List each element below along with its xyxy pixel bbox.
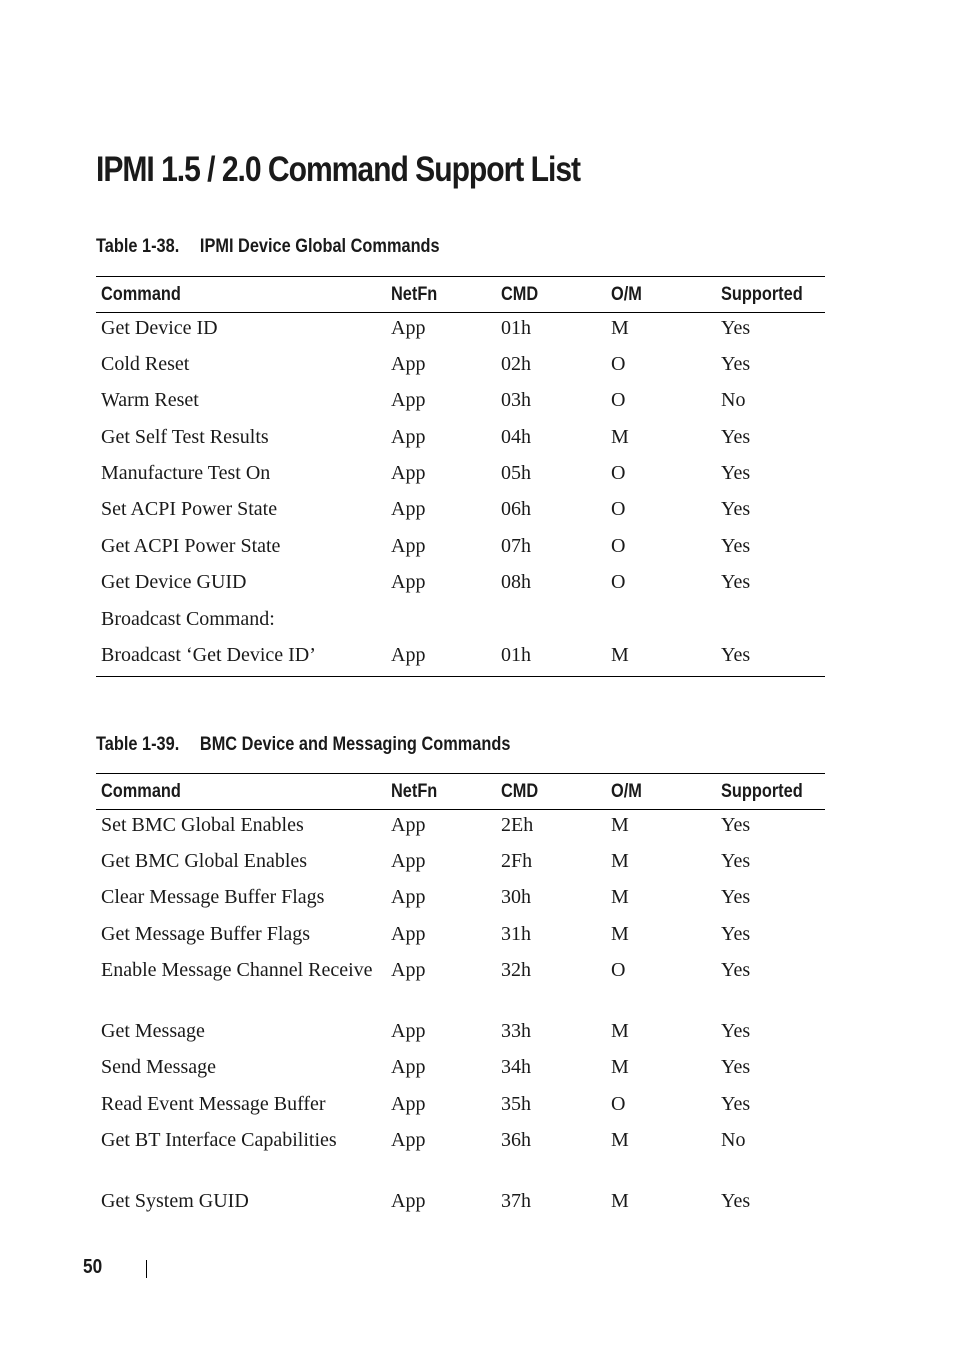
table-row bbox=[96, 349, 825, 385]
table-cell: App bbox=[391, 534, 426, 557]
table-cell: Yes bbox=[721, 959, 751, 982]
table-cell: App bbox=[391, 1020, 426, 1043]
table-cell: 07h bbox=[501, 534, 531, 557]
table-number: Table 1-38. bbox=[96, 236, 180, 257]
table-cell: O bbox=[611, 352, 626, 375]
table-cell: 03h bbox=[501, 389, 531, 412]
table-cell: App bbox=[391, 389, 426, 412]
column-header-label: NetFn bbox=[391, 780, 438, 802]
table-cell: App bbox=[391, 1056, 426, 1079]
table-cell: Yes bbox=[721, 498, 751, 521]
table-row bbox=[96, 1125, 825, 1186]
table-cell: App bbox=[391, 571, 426, 594]
table-cell: App bbox=[391, 425, 426, 448]
table-cell bbox=[716, 604, 825, 640]
table-cell: Send Message bbox=[101, 1056, 216, 1079]
table-cell: Yes bbox=[721, 849, 751, 872]
table-row bbox=[96, 1016, 825, 1052]
table-cell: 30h bbox=[501, 886, 531, 909]
table-cell: App bbox=[391, 814, 426, 836]
table-cell: Get Message Buffer Flags bbox=[101, 922, 311, 945]
table-cell: 2Eh bbox=[501, 814, 534, 836]
column-header bbox=[496, 774, 606, 810]
table-cell: Broadcast Command: bbox=[101, 607, 275, 630]
table-header-row bbox=[96, 277, 825, 313]
table-cell bbox=[606, 604, 716, 640]
table-row bbox=[96, 1052, 825, 1088]
table-cell: Get Self Test Results bbox=[101, 425, 269, 448]
column-header bbox=[386, 774, 496, 810]
table-row bbox=[96, 846, 825, 882]
table-title: BMC Device and Messaging Commands bbox=[199, 734, 511, 755]
table-cell: M bbox=[611, 922, 629, 945]
table-cell: Yes bbox=[721, 534, 751, 557]
table-caption bbox=[96, 236, 440, 258]
column-header bbox=[606, 774, 716, 810]
table-cell: App bbox=[391, 462, 426, 485]
table-header-row bbox=[96, 774, 825, 810]
table-cell: M bbox=[611, 425, 629, 448]
table-cell: M bbox=[611, 644, 629, 667]
table-cell: App bbox=[391, 498, 426, 521]
table-cell: App bbox=[391, 352, 426, 375]
table-cell: Yes bbox=[721, 886, 751, 909]
table-cell: O bbox=[611, 462, 626, 485]
column-header bbox=[716, 774, 825, 810]
table-cell: Yes bbox=[721, 1092, 751, 1115]
table-cell: Read Event Message Buffer bbox=[101, 1092, 326, 1115]
table-cell: 01h bbox=[501, 644, 531, 667]
column-header-label: Supported bbox=[721, 283, 803, 305]
table-cell: Cold Reset bbox=[101, 352, 190, 375]
table-cell: 2Fh bbox=[501, 849, 533, 872]
table-cell: 02h bbox=[501, 352, 531, 375]
table-cell: O bbox=[611, 498, 626, 521]
table-cell: O bbox=[611, 389, 626, 412]
table-row bbox=[96, 422, 825, 458]
column-header bbox=[96, 774, 386, 810]
table-cell: App bbox=[391, 849, 426, 872]
table-cell: M bbox=[611, 317, 629, 339]
table-cell: 35h bbox=[501, 1092, 531, 1115]
table-row bbox=[96, 1186, 825, 1222]
table-title: IPMI Device Global Commands bbox=[199, 236, 440, 257]
table-cell: Get System GUID bbox=[101, 1190, 249, 1213]
table-caption bbox=[96, 734, 510, 756]
column-header-label: Command bbox=[101, 283, 181, 305]
table-cell: Get BMC Global Enables bbox=[101, 849, 308, 872]
table-cell: Broadcast ‘Get Device ID’ bbox=[101, 644, 316, 667]
table-cell: M bbox=[611, 1020, 629, 1043]
table-cell: 34h bbox=[501, 1056, 531, 1079]
table-cell: Clear Message Buffer Flags bbox=[101, 886, 325, 909]
table-cell: 36h bbox=[501, 1129, 531, 1152]
column-header-label: CMD bbox=[501, 283, 539, 305]
table-cell: 05h bbox=[501, 462, 531, 485]
table-cell: Get Message bbox=[101, 1020, 205, 1043]
table-cell: M bbox=[611, 1056, 629, 1079]
table-cell: M bbox=[611, 886, 629, 909]
table-cell: Yes bbox=[721, 1020, 751, 1043]
table-cell: 04h bbox=[501, 425, 531, 448]
table-cell: Warm Reset bbox=[101, 389, 199, 412]
table-cell: Manufacture Test On bbox=[101, 462, 271, 485]
table-cell: App bbox=[391, 1092, 426, 1115]
ipmi-device-global-commands-table bbox=[96, 276, 825, 677]
table-cell: Yes bbox=[721, 1190, 751, 1213]
table-row bbox=[96, 531, 825, 567]
table-cell: O bbox=[611, 534, 626, 557]
column-header-label: O/M bbox=[611, 780, 642, 802]
table-cell: Get Device GUID bbox=[101, 571, 247, 594]
table-cell: App bbox=[391, 1129, 426, 1152]
column-header bbox=[386, 277, 496, 313]
table-cell: M bbox=[611, 814, 629, 836]
table-row bbox=[96, 313, 825, 349]
table-cell: Yes bbox=[721, 1056, 751, 1079]
table-cell: 06h bbox=[501, 498, 531, 521]
table-row bbox=[96, 1089, 825, 1125]
table-cell: Enable Message Channel Receive bbox=[101, 959, 373, 982]
table-cell: O bbox=[611, 571, 626, 594]
table-cell: App bbox=[391, 959, 426, 982]
table-cell: 32h bbox=[501, 959, 531, 982]
table-cell: Yes bbox=[721, 462, 751, 485]
table-number: Table 1-39. bbox=[96, 734, 180, 755]
table-cell: Set BMC Global Enables bbox=[101, 814, 304, 836]
table-cell: Yes bbox=[721, 571, 751, 594]
column-header bbox=[606, 277, 716, 313]
table-row bbox=[96, 458, 825, 494]
table-cell: No bbox=[721, 389, 746, 412]
column-header-label: Supported bbox=[721, 780, 803, 802]
table-row bbox=[96, 604, 825, 640]
table-row bbox=[96, 919, 825, 955]
table-row bbox=[96, 567, 825, 603]
table-cell: App bbox=[391, 922, 426, 945]
bmc-device-messaging-commands-table bbox=[96, 773, 825, 1223]
table-row bbox=[96, 882, 825, 918]
table-cell: M bbox=[611, 849, 629, 872]
table-cell: 33h bbox=[501, 1020, 531, 1043]
table-row bbox=[96, 640, 825, 676]
page-number: 50 bbox=[83, 1256, 103, 1278]
table-row bbox=[96, 810, 825, 846]
table-cell bbox=[386, 604, 496, 640]
table-cell: App bbox=[391, 886, 426, 909]
table-cell: Yes bbox=[721, 352, 751, 375]
column-header-label: Command bbox=[101, 780, 181, 802]
table-cell: Get BT Interface Capabilities bbox=[101, 1129, 337, 1152]
table-cell: No bbox=[721, 1129, 746, 1152]
column-header bbox=[496, 277, 606, 313]
table-cell: Yes bbox=[721, 814, 751, 836]
table-cell bbox=[496, 604, 606, 640]
table-cell: O bbox=[611, 1092, 626, 1115]
table-cell: Get ACPI Power State bbox=[101, 534, 281, 557]
column-header bbox=[96, 277, 386, 313]
table-cell: App bbox=[391, 1190, 426, 1213]
table-cell: 08h bbox=[501, 571, 531, 594]
column-header-label: O/M bbox=[611, 283, 642, 305]
table-cell: 37h bbox=[501, 1190, 531, 1213]
footer-divider bbox=[146, 1260, 147, 1278]
table-cell: 01h bbox=[501, 317, 531, 339]
table-cell: App bbox=[391, 644, 426, 667]
table-row bbox=[96, 955, 825, 1016]
table-cell: Yes bbox=[721, 644, 751, 667]
table-cell: M bbox=[611, 1190, 629, 1213]
column-header bbox=[716, 277, 825, 313]
table-cell: App bbox=[391, 317, 426, 339]
table-cell: M bbox=[611, 1129, 629, 1152]
table-cell: O bbox=[611, 959, 626, 982]
table-cell: Get Device ID bbox=[101, 317, 218, 339]
column-header-label: NetFn bbox=[391, 283, 438, 305]
table-row bbox=[96, 494, 825, 530]
table-cell: Yes bbox=[721, 922, 751, 945]
table-cell: Yes bbox=[721, 317, 751, 339]
table-cell: Yes bbox=[721, 425, 751, 448]
table-cell: 31h bbox=[501, 922, 531, 945]
column-header-label: CMD bbox=[501, 780, 539, 802]
table-cell: Set ACPI Power State bbox=[101, 498, 278, 521]
page-title: IPMI 1.5 / 2.0 Command Support List bbox=[96, 150, 581, 189]
table-row bbox=[96, 385, 825, 421]
